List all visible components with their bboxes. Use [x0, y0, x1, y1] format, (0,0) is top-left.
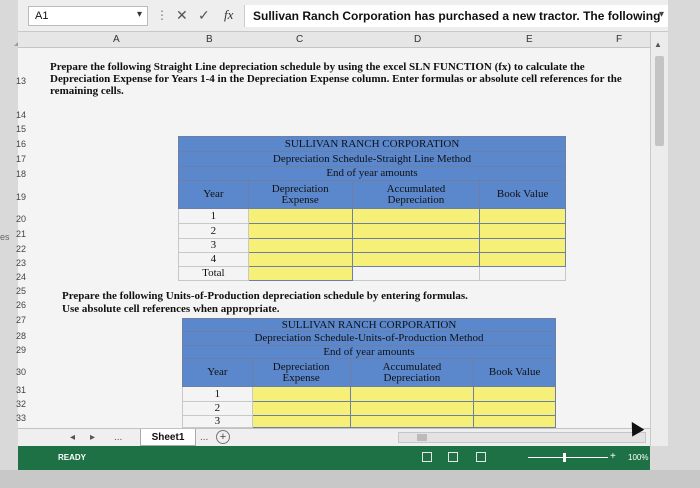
row-number[interactable]: 27 [16, 315, 27, 325]
uop-expense-header[interactable] [252, 359, 350, 387]
zoom-in-icon[interactable]: + [610, 451, 616, 462]
sln-year-cell[interactable]: 4 [179, 253, 249, 267]
more-sheets-right[interactable]: ... [200, 432, 209, 443]
sln-instructions[interactable]: Prepare the following Straight Line depreciation schedule by using the excel SLN FUNCTION (fx) to calculate the Depreciation Expense for Years 1-4 in the Depreciation Expense column. Enter formulas or absolute cell references for the remaining cells. [50, 61, 622, 97]
sln-total-expense-cell[interactable] [248, 267, 352, 281]
sln-total-label[interactable]: Total [179, 267, 249, 281]
formula-bar [18, 0, 668, 32]
row-number[interactable]: 24 [16, 272, 27, 282]
empty-cell[interactable] [480, 267, 566, 281]
empty-cell[interactable] [352, 267, 480, 281]
zoom-level[interactable]: 100% [628, 453, 649, 462]
sln-accum-cell[interactable] [352, 224, 480, 239]
formula-input[interactable]: Sullivan Ranch Corporation has purchased a new tractor. The following [244, 5, 668, 27]
horizontal-scroll-thumb[interactable] [417, 434, 427, 441]
row-number[interactable]: 22 [16, 244, 27, 254]
sln-book-cell[interactable] [480, 239, 566, 253]
uop-expense-cell[interactable] [252, 402, 350, 416]
uop-accum-cell[interactable] [350, 402, 474, 416]
row-number[interactable]: 25 [16, 286, 27, 296]
sln-expense-cell[interactable] [248, 239, 352, 253]
name-box[interactable] [28, 6, 148, 26]
sln-year-cell[interactable]: 1 [179, 209, 249, 224]
ready-status: READY [58, 453, 87, 462]
status-bar [18, 446, 650, 470]
sln-accum-header-line1: Accumulated [386, 182, 446, 195]
row-number[interactable]: 20 [16, 214, 27, 224]
uop-year-cell[interactable]: 2 [183, 402, 253, 416]
row-number[interactable]: 21 [16, 229, 27, 239]
sln-year-cell[interactable]: 3 [179, 239, 249, 253]
sln-book-cell[interactable] [480, 209, 566, 224]
row-number[interactable]: 13 [16, 76, 27, 86]
row-number[interactable]: 15 [16, 124, 27, 134]
uop-subtitle[interactable]: Depreciation Schedule-Units-of-Production Method [183, 332, 556, 346]
sln-accum-cell[interactable] [352, 239, 480, 253]
add-sheet-icon[interactable]: + [216, 430, 230, 444]
uop-period[interactable]: End of year amounts [183, 346, 556, 359]
prev-sheet-icon[interactable]: ◂ [70, 432, 76, 443]
sln-year-header[interactable]: Year [179, 181, 249, 209]
uop-accum-header-line1: Accumulated [382, 360, 442, 373]
sln-accum-cell[interactable] [352, 253, 480, 267]
sln-expense-header[interactable] [248, 181, 352, 209]
uop-accum-cell[interactable] [350, 416, 474, 428]
sln-book-cell[interactable] [480, 224, 566, 239]
insert-function-icon[interactable]: fx [224, 7, 234, 22]
sln-schedule-table [178, 136, 566, 281]
uop-book-cell[interactable] [474, 387, 556, 402]
row-number[interactable]: 18 [16, 169, 27, 179]
sln-accum-header-line2: Depreciation [387, 193, 445, 206]
row-number[interactable]: 19 [16, 192, 27, 202]
uop-accum-header-line2: Depreciation [383, 371, 441, 384]
horizontal-scrollbar[interactable] [398, 432, 646, 443]
normal-view-icon[interactable] [422, 452, 432, 462]
sln-accum-cell[interactable] [352, 209, 480, 224]
more-sheets-left[interactable]: ... [114, 432, 123, 443]
expand-formula-bar-icon[interactable]: ▾ [658, 9, 664, 20]
row-number[interactable]: 23 [16, 258, 27, 268]
uop-book-cell[interactable] [474, 416, 556, 428]
row-number[interactable]: 33 [16, 413, 27, 423]
sln-expense-header-line1: Depreciation [271, 182, 329, 195]
row-number[interactable]: 14 [16, 110, 27, 120]
uop-expense-header-line2: Expense [282, 371, 320, 384]
uop-company-title[interactable]: SULLIVAN RANCH CORPORATION [183, 319, 556, 332]
uop-instructions-line1[interactable]: Prepare the following Units-of-Production depreciation schedule by entering formulas. [62, 290, 468, 302]
sln-expense-cell[interactable] [248, 209, 352, 224]
sln-book-header[interactable]: Book Value [480, 181, 566, 209]
background-window-text: es [0, 232, 10, 242]
sln-expense-header-line2: Expense [281, 193, 319, 206]
uop-accum-header[interactable] [350, 359, 474, 387]
next-sheet-icon[interactable]: ▸ [90, 432, 96, 443]
column-header-d[interactable]: D [414, 34, 422, 45]
zoom-slider[interactable] [528, 457, 608, 458]
sheet-tab-bar [18, 428, 650, 446]
row-number[interactable]: 29 [16, 345, 27, 355]
sln-company-title[interactable]: SULLIVAN RANCH CORPORATION [179, 137, 566, 152]
screen-bottom-edge [0, 470, 700, 488]
zoom-slider-knob[interactable] [563, 453, 566, 462]
sheet-tab-sheet1[interactable]: Sheet1 [140, 429, 196, 446]
row-number[interactable]: 30 [16, 367, 27, 377]
column-header-e[interactable]: E [526, 34, 533, 45]
row-number[interactable]: 17 [16, 154, 27, 164]
vertical-scrollbar[interactable] [650, 32, 668, 446]
sln-subtitle[interactable]: Depreciation Schedule-Straight Line Method [179, 152, 566, 167]
name-box-dropdown-icon[interactable]: ▾ [136, 9, 142, 20]
cancel-entry-icon[interactable]: ✕ [176, 7, 188, 23]
sln-expense-cell[interactable] [248, 253, 352, 267]
sln-book-cell[interactable] [480, 253, 566, 267]
page-layout-icon[interactable] [448, 452, 458, 462]
uop-accum-cell[interactable] [350, 387, 474, 402]
name-box-value: A1 [35, 10, 49, 22]
uop-expense-header-line1: Depreciation [272, 360, 330, 373]
uop-year-cell[interactable]: 1 [183, 387, 253, 402]
sln-period[interactable]: End of year amounts [179, 167, 566, 181]
column-header-f[interactable]: F [616, 34, 623, 45]
row-number[interactable]: 16 [16, 139, 27, 149]
column-headers [18, 32, 650, 48]
uop-book-header[interactable]: Book Value [474, 359, 556, 387]
confirm-entry-icon[interactable]: ✓ [198, 7, 210, 23]
vertical-scroll-thumb[interactable] [655, 56, 664, 146]
uop-year-cell[interactable]: 3 [183, 416, 253, 428]
sln-year-cell[interactable]: 2 [179, 224, 249, 239]
row-number[interactable]: 26 [16, 300, 27, 310]
uop-year-header[interactable]: Year [183, 359, 253, 387]
page-break-icon[interactable] [476, 452, 486, 462]
column-header-b[interactable]: B [206, 34, 213, 45]
formula-bar-separator-icon: ⋮ [156, 8, 168, 22]
scroll-up-icon[interactable]: ▲ [654, 40, 662, 49]
uop-book-cell[interactable] [474, 402, 556, 416]
row-number[interactable]: 28 [16, 331, 27, 341]
row-number[interactable]: 32 [16, 399, 27, 409]
column-header-a[interactable]: A [113, 34, 120, 45]
sln-accum-header[interactable] [352, 181, 480, 209]
sln-expense-cell[interactable] [248, 224, 352, 239]
uop-expense-cell[interactable] [252, 387, 350, 402]
uop-instructions-line2[interactable]: Use absolute cell references when appropriate. [62, 303, 280, 315]
uop-expense-cell[interactable] [252, 416, 350, 428]
row-number[interactable]: 31 [16, 385, 27, 395]
uop-schedule-table [182, 318, 556, 428]
column-header-c[interactable]: C [296, 34, 304, 45]
